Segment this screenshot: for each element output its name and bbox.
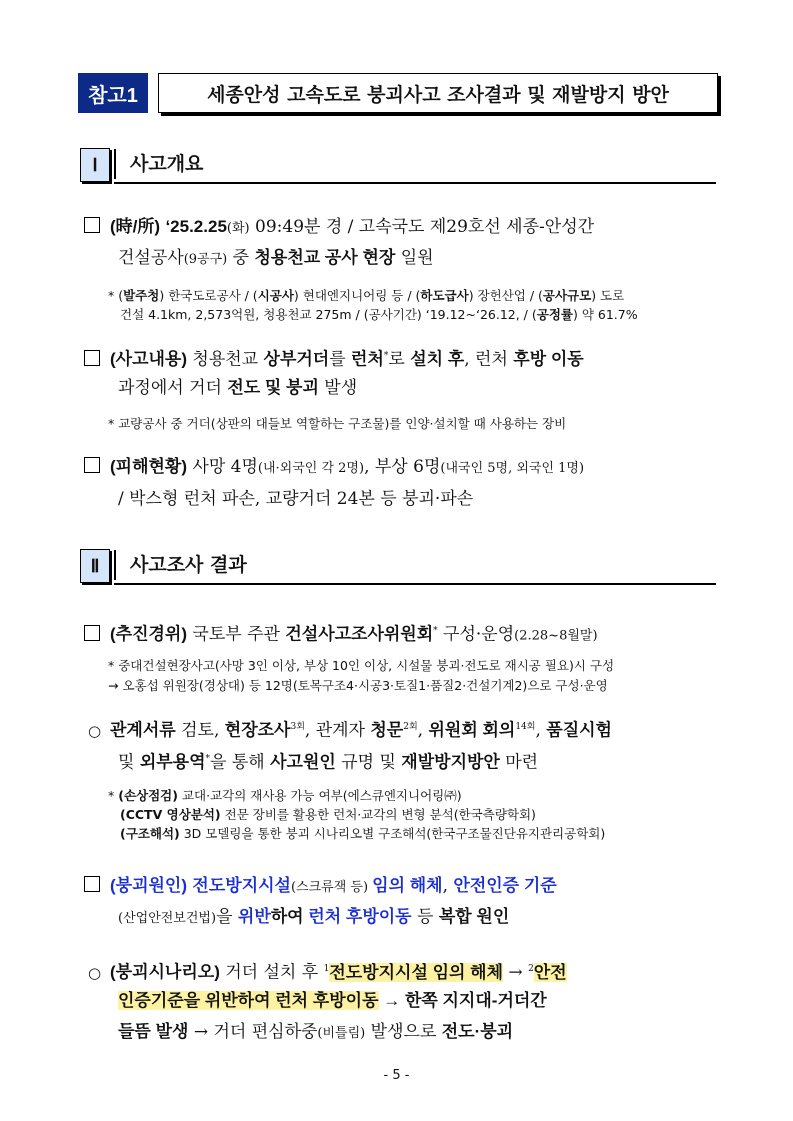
s2-circle-investigation: ○ 관계서류 검토, 현장조사$^{3회}$, 관계자 청문$^{2회}$, 위원회 회의$^{14회}$, 품질시험 [88, 720, 612, 741]
study-item: (구조해석) 3D 모델링을 통한 붕괴 시나리오별 구조해석(한국구조물진단유지관리공학회) [120, 826, 606, 841]
study-item: * (손상점검) 교대·교각의 재사용 가능 여부(에스큐엔지니어링㈜) [108, 788, 462, 803]
s1-bullet-damage-line2: / 박스형 런처 파손, 교량거더 24본 등 붕괴·파손 [118, 489, 474, 509]
study-item: (CCTV 영상분석) 전문 장비를 활용한 런처·교각의 변형 분석(한국측량학회) [120, 807, 536, 822]
checkbox-square-icon [84, 876, 100, 892]
s2-circle-investigation-line2: 및 외부용역*을 통해 사고원인 규명 및 재발방지방안 마련 [118, 752, 539, 773]
s2-bullet-progress: (추진경위) 국토부 주관 건설사고조사위원회* 구성·운영(2.28~8월말) [84, 616, 598, 652]
checkbox-square-icon [84, 457, 100, 473]
s2-bullet-cause: (붕괴원인) 전도방지시설(스크류잭 등) 임의 해체, 안전인증 기준 [84, 871, 557, 903]
marker-2: 2 [528, 964, 534, 974]
section-divider-2 [114, 583, 716, 585]
s1-bullet-time-place: (時/所) ‘25.2.25(화) 09:49분 경 / 고속국도 제29호선 세종-안성간 [84, 212, 594, 244]
s2-circle-scenario-line2: 인증기준을 위반하여 런처 후방이동 → 한쪽 지지대-거더간 [118, 991, 547, 1010]
s1-bullet-accident-line2: 과정에서 거더 전도 및 붕괴 발생 [118, 378, 358, 398]
s2-note-studies [108, 786, 605, 843]
section-numeral-2: Ⅱ [80, 549, 110, 583]
s1-bullet-time-place-line2: 건설공사(9공구) 중 청용천교 공사 현장 일원 [118, 248, 434, 268]
s2-bullet-cause-line2: (산업안전보건법)을 위반하여 런처 후방이동 등 복합 원인 [118, 907, 510, 927]
checkbox-square-icon [84, 625, 100, 641]
s2-note-committee-line2: → 오홍섭 위원장(경상대) 등 12명(토목구조4·시공3·토질1·품질2·건설기계2)으로 구성·운영 [108, 678, 608, 693]
page-number: - 5 - [383, 1068, 410, 1083]
marker-1: 1 [323, 964, 330, 974]
s1-note-project: * (발주청) 한국도로공사 / (시공사) 현대엔지니어링 등 / (하도급사) 장헌산업 / (공사규모) 도로 [108, 288, 625, 303]
s2-circle-scenario-line3: 들뜸 발생 → 거더 편심하중(비틀림) 발생으로 전도·붕괴 [118, 1022, 514, 1042]
s2-note-committee: * 중대건설현장사고(사망 3인 이상, 부상 10인 이상, 시설물 붕괴·전도로 재시공 필요)시 구성 [108, 658, 615, 673]
checkbox-square-icon [84, 350, 100, 366]
section-numeral-1: Ⅰ [80, 148, 110, 182]
checkbox-square-icon [84, 217, 100, 233]
s2-circle-scenario: ○ (붕괴시나리오) 거더 설치 후 $^1$전도방지시설 임의 해체 → $^2$안전 [88, 962, 567, 983]
s1-note-project-line2: 건설 4.1km, 2,573억원, 청용천교 275m / (공사기간) ‘19.12~‘26.12, / (공정률) 약 61.7% [120, 307, 638, 322]
s1-bullet-damage: (피해현황) 사망 4명(내·외국인 각 2명), 부상 6명(내국인 5명, 외국인 1명) [84, 452, 584, 484]
section-title-2: 사고조사 결과 [114, 550, 247, 580]
s1-bullet-accident: (사고내용) 청용천교 상부거더를 런처*로 설치 후, 런처 후방 이동 [84, 341, 584, 375]
section-title-1: 사고개요 [114, 149, 203, 179]
reference-tag: 참고1 [78, 73, 148, 113]
document-title: 세종안성 고속도로 붕괴사고 조사결과 및 재발방지 방안 [158, 73, 718, 113]
s1-note-launcher: * 교량공사 중 거더(상판의 대들보 역할하는 구조물)를 인양·설치할 때 사용하는 장비 [108, 416, 567, 431]
section-divider-1 [114, 182, 716, 184]
